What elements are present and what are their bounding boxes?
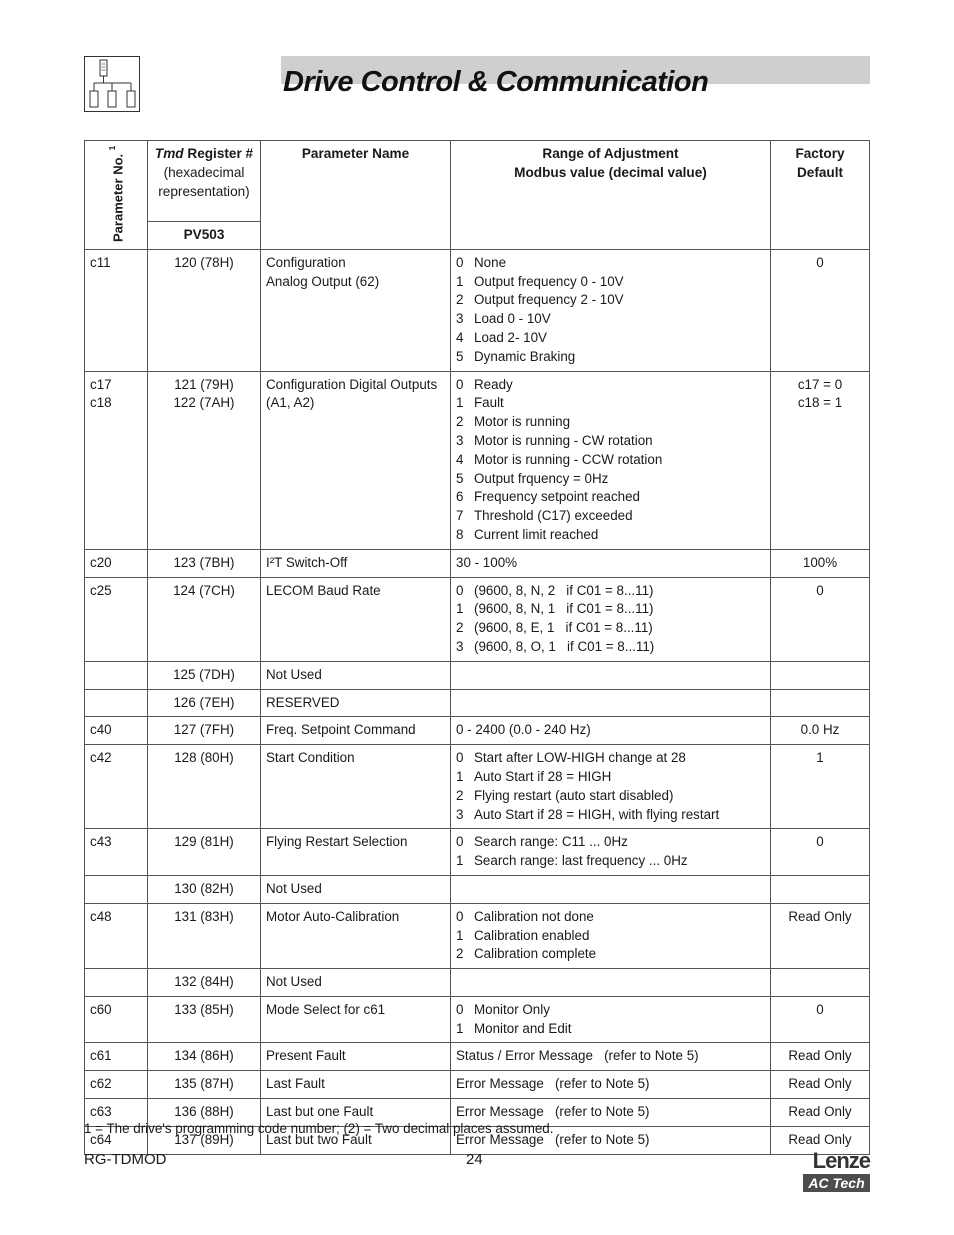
param-no-cell-line: c17 <box>90 376 112 392</box>
range-option-label: Frequency setpoint reached <box>474 489 640 505</box>
table-row <box>85 249 870 371</box>
range-option-label: (9600, 8, O, 1 if C01 = 8...11) <box>474 638 655 654</box>
range-cell-line: Error Message (refer to Note 5) <box>456 1076 650 1092</box>
parameter-name-cell-line: Last but one Fault <box>266 1104 374 1120</box>
range-option <box>456 600 765 619</box>
range-option <box>456 488 765 507</box>
header-range-line2: Modbus value (decimal value) <box>514 164 707 180</box>
range-cell <box>451 577 771 661</box>
header-parameter-name <box>261 141 451 250</box>
section-icon <box>84 56 140 112</box>
header-param-no-label: Parameter No. <box>110 153 126 242</box>
range-option <box>456 376 765 395</box>
parameter-name-cell <box>261 875 451 903</box>
parameter-name-cell <box>261 549 451 577</box>
param-no-cell <box>85 577 148 661</box>
factory-default-cell-line: Read Only <box>788 1104 852 1120</box>
range-option-code: 1 <box>456 853 464 869</box>
parameter-name-cell <box>261 371 451 549</box>
range-option <box>456 291 765 310</box>
range-option-label: Search range: last frequency ... 0Hz <box>474 853 688 869</box>
register-cell <box>148 549 261 577</box>
factory-default-cell <box>771 577 870 661</box>
parameter-name-cell <box>261 745 451 829</box>
param-no-cell-line: c48 <box>90 908 112 924</box>
register-cell-line: 131 (83H) <box>174 908 234 924</box>
table-row <box>85 371 870 549</box>
table-body <box>85 249 870 1154</box>
register-cell-line: 132 (84H) <box>174 974 234 990</box>
range-option <box>456 273 765 292</box>
parameter-name-cell <box>261 249 451 371</box>
header-register-sub: (hexadecimal representation) <box>158 164 250 199</box>
factory-default-cell <box>771 903 870 968</box>
parameter-name-cell-line: Not Used <box>266 666 322 682</box>
param-no-cell <box>85 875 148 903</box>
factory-default-cell-line: 1 <box>816 750 824 766</box>
param-no-cell <box>85 689 148 717</box>
brand-logo <box>803 1150 870 1192</box>
range-cell <box>451 1043 771 1071</box>
register-cell <box>148 249 261 371</box>
param-no-cell <box>85 1071 148 1099</box>
register-cell <box>148 1071 261 1099</box>
range-option-label: Ready <box>474 376 513 392</box>
parameter-name-cell-line: RESERVED <box>266 694 340 710</box>
param-no-cell-line: c64 <box>90 1131 112 1147</box>
range-option-label: Start after LOW-HIGH change at 28 <box>474 750 686 766</box>
range-cell <box>451 717 771 745</box>
register-cell-line: 127 (7FH) <box>173 722 235 738</box>
table-row <box>85 577 870 661</box>
range-cell <box>451 661 771 689</box>
factory-default-cell <box>771 875 870 903</box>
range-option <box>456 451 765 470</box>
range-option-code: 2 <box>456 620 464 636</box>
table-row <box>85 903 870 968</box>
range-option-label: Auto Start if 28 = HIGH <box>474 768 612 784</box>
range-cell-line: 30 - 100% <box>456 554 518 570</box>
register-cell <box>148 875 261 903</box>
parameter-table <box>84 140 870 1155</box>
brand-logo-top: Lenze <box>812 1148 870 1173</box>
header-register-pv503 <box>148 222 261 250</box>
range-option-code: 7 <box>456 508 464 524</box>
parameter-name-cell-line: (A1, A2) <box>266 395 315 411</box>
range-option-code: 5 <box>456 470 464 486</box>
range-cell-line: Status / Error Message (refer to Note 5) <box>456 1048 699 1064</box>
brand-logo-bottom: AC Tech <box>803 1174 870 1192</box>
header-parameter-name-label: Parameter Name <box>301 146 410 161</box>
parameter-name-cell-line: Mode Select for c61 <box>266 1001 386 1017</box>
range-cell <box>451 875 771 903</box>
range-option-code: 0 <box>456 376 464 392</box>
table-row <box>85 875 870 903</box>
param-no-cell-line: c25 <box>90 582 112 598</box>
range-option-label: Auto Start if 28 = HIGH, with flying restart <box>474 806 720 822</box>
page-number: 24 <box>466 1151 483 1168</box>
register-cell <box>148 371 261 549</box>
header-param-no-sup: 1 <box>107 145 117 151</box>
factory-default-cell-line: 0.0 Hz <box>800 722 840 738</box>
register-cell <box>148 969 261 997</box>
param-no-cell-line: c42 <box>90 750 112 766</box>
header-register-pv503-label: PV503 <box>183 227 225 242</box>
range-option-label: Load 2- 10V <box>474 329 547 345</box>
register-cell-line: 136 (88H) <box>174 1104 234 1120</box>
range-option-label: Motor is running <box>474 414 571 430</box>
range-option <box>456 927 765 946</box>
parameter-name-cell-line: LECOM Baud Rate <box>266 582 381 598</box>
header-register-italic: Tmd <box>154 146 184 161</box>
param-no-cell-line: c63 <box>90 1104 112 1120</box>
range-option <box>456 432 765 451</box>
header-range <box>451 141 771 250</box>
range-cell <box>451 829 771 876</box>
range-option <box>456 638 765 657</box>
register-cell-line: 120 (78H) <box>174 254 234 270</box>
range-option <box>456 526 765 545</box>
range-option <box>456 1001 765 1020</box>
range-option-code: 2 <box>456 946 464 962</box>
range-cell <box>451 996 771 1043</box>
range-cell <box>451 903 771 968</box>
register-cell <box>148 1043 261 1071</box>
document-code: RG-TDMOD <box>84 1151 167 1168</box>
param-no-cell-line: c18 <box>90 395 112 411</box>
parameter-name-cell <box>261 996 451 1043</box>
param-no-cell-line: c61 <box>90 1048 112 1064</box>
header-default-line1: Factory <box>795 146 845 161</box>
table-row <box>85 549 870 577</box>
factory-default-cell-line: c18 = 1 <box>797 395 843 411</box>
range-option <box>456 619 765 638</box>
range-option-code: 6 <box>456 489 464 505</box>
register-cell <box>148 745 261 829</box>
range-option-label: Load 0 - 10V <box>474 311 551 327</box>
range-option <box>456 394 765 413</box>
header-range-line1: Range of Adjustment <box>542 146 679 161</box>
factory-default-cell <box>771 745 870 829</box>
factory-default-cell-line: Read Only <box>788 908 852 924</box>
range-option <box>456 852 765 871</box>
factory-default-cell <box>771 1099 870 1127</box>
range-cell <box>451 745 771 829</box>
range-option <box>456 1020 765 1039</box>
range-cell-line: Error Message (refer to Note 5) <box>456 1104 650 1120</box>
range-option-code: 0 <box>456 1001 464 1017</box>
parameter-name-cell-line: Not Used <box>266 880 322 896</box>
register-cell <box>148 661 261 689</box>
factory-default-cell-line: Read Only <box>788 1048 852 1064</box>
parameter-name-cell <box>261 577 451 661</box>
parameter-name-cell-line: Last but two Fault <box>266 1131 372 1147</box>
register-cell-line: 123 (7BH) <box>173 554 235 570</box>
param-no-cell <box>85 996 148 1043</box>
range-option <box>456 310 765 329</box>
range-option-label: Fault <box>474 395 504 411</box>
range-option <box>456 908 765 927</box>
range-option-code: 1 <box>456 601 464 617</box>
range-option-label: Motor is running - CCW rotation <box>474 451 663 467</box>
range-option-label: Search range: C11 ... 0Hz <box>474 834 628 850</box>
header-default <box>771 141 870 250</box>
parameter-name-cell-line: Start Condition <box>266 750 355 766</box>
range-option-code: 0 <box>456 750 464 766</box>
range-option-label: Current limit reached <box>474 526 599 542</box>
parameter-name-cell-line: Freq. Setpoint Command <box>266 722 416 738</box>
parameter-name-cell-line: I²T Switch-Off <box>266 554 348 570</box>
range-option-code: 3 <box>456 806 464 822</box>
factory-default-cell <box>771 717 870 745</box>
factory-default-cell <box>771 1043 870 1071</box>
register-cell <box>148 689 261 717</box>
param-no-cell-line: c62 <box>90 1076 112 1092</box>
range-option-code: 1 <box>456 273 464 289</box>
factory-default-cell <box>771 549 870 577</box>
register-cell-line: 137 (89H) <box>174 1131 234 1147</box>
param-no-cell <box>85 717 148 745</box>
param-no-cell <box>85 829 148 876</box>
parameter-name-cell-line: Last Fault <box>266 1076 325 1092</box>
register-cell <box>148 996 261 1043</box>
factory-default-cell-line: Read Only <box>788 1131 852 1147</box>
header-param-no <box>85 141 148 250</box>
range-option <box>456 768 765 787</box>
range-option-label: (9600, 8, N, 1 if C01 = 8...11) <box>474 601 654 617</box>
param-no-cell <box>85 661 148 689</box>
range-option-label: Flying restart (auto start disabled) <box>474 787 674 803</box>
register-cell-line: 121 (79H) <box>174 376 234 392</box>
parameter-name-cell-line: Flying Restart Selection <box>266 834 408 850</box>
parameter-name-cell <box>261 829 451 876</box>
factory-default-cell <box>771 689 870 717</box>
register-cell-line: 133 (85H) <box>174 1001 234 1017</box>
factory-default-cell-line: c17 = 0 <box>797 376 843 392</box>
range-option-label: Output frquency = 0Hz <box>474 470 609 486</box>
table-row <box>85 661 870 689</box>
register-cell-line: 129 (81H) <box>174 834 234 850</box>
range-option <box>456 833 765 852</box>
range-option-label: Monitor and Edit <box>474 1020 572 1036</box>
range-option <box>456 787 765 806</box>
range-option-code: 3 <box>456 638 464 654</box>
table-row <box>85 829 870 876</box>
range-option-code: 3 <box>456 432 464 448</box>
param-no-cell <box>85 249 148 371</box>
range-option <box>456 348 765 367</box>
register-cell <box>148 577 261 661</box>
range-cell <box>451 969 771 997</box>
parameter-name-cell-line: Not Used <box>266 974 322 990</box>
range-option-label: Calibration enabled <box>474 927 590 943</box>
range-option-label: (9600, 8, E, 1 if C01 = 8...11) <box>474 620 653 636</box>
parameter-name-cell <box>261 969 451 997</box>
range-option-label: Output frequency 0 - 10V <box>474 273 624 289</box>
range-option <box>456 507 765 526</box>
factory-default-cell <box>771 661 870 689</box>
range-option-label: Threshold (C17) exceeded <box>474 508 633 524</box>
range-option-code: 4 <box>456 451 464 467</box>
range-option-label: Output frequency 2 - 10V <box>474 292 624 308</box>
param-no-cell <box>85 969 148 997</box>
range-option-label: Calibration complete <box>474 946 597 962</box>
range-cell <box>451 371 771 549</box>
register-cell-line: 122 (7AH) <box>173 395 235 411</box>
parameter-name-cell <box>261 1043 451 1071</box>
range-option-code: 1 <box>456 395 464 411</box>
range-option <box>456 329 765 348</box>
parameter-name-cell-line: Configuration Digital Outputs <box>266 376 438 392</box>
range-cell <box>451 689 771 717</box>
param-no-cell-line: c60 <box>90 1001 112 1017</box>
range-option-code: 1 <box>456 768 464 784</box>
register-cell-line: 134 (86H) <box>174 1048 234 1064</box>
factory-default-cell <box>771 371 870 549</box>
register-cell <box>148 829 261 876</box>
factory-default-cell <box>771 829 870 876</box>
parameter-name-cell-line: Configuration <box>266 254 346 270</box>
param-no-cell-line: c40 <box>90 722 112 738</box>
drive-network-icon <box>85 57 139 111</box>
table-row <box>85 996 870 1043</box>
range-option-code: 0 <box>456 582 464 598</box>
factory-default-cell-line: 0 <box>816 834 824 850</box>
range-option-code: 0 <box>456 254 464 270</box>
range-option-code: 2 <box>456 787 464 803</box>
param-no-cell-line: c20 <box>90 554 112 570</box>
table-row <box>85 745 870 829</box>
factory-default-cell-line: 100% <box>802 554 838 570</box>
parameter-name-cell-line: Present Fault <box>266 1048 346 1064</box>
register-cell-line: 128 (80H) <box>174 750 234 766</box>
table-row <box>85 969 870 997</box>
param-no-cell <box>85 549 148 577</box>
range-option-code: 2 <box>456 292 464 308</box>
parameter-name-cell <box>261 661 451 689</box>
register-cell-line: 130 (82H) <box>174 880 234 896</box>
range-option <box>456 254 765 273</box>
table-row <box>85 717 870 745</box>
page-title: Drive Control & Communication <box>283 66 709 98</box>
range-option-label: Motor is running - CW rotation <box>474 432 653 448</box>
factory-default-cell-line: 0 <box>816 582 824 598</box>
register-cell <box>148 903 261 968</box>
range-option <box>456 470 765 489</box>
range-option-code: 1 <box>456 1020 464 1036</box>
range-option-label: (9600, 8, N, 2 if C01 = 8...11) <box>474 582 654 598</box>
param-no-cell-line: c43 <box>90 834 112 850</box>
parameter-name-cell-line: Motor Auto-Calibration <box>266 908 400 924</box>
factory-default-cell <box>771 249 870 371</box>
range-option-code: 3 <box>456 311 464 327</box>
header-register-label: Register # <box>183 146 254 161</box>
register-cell-line: 135 (87H) <box>174 1076 234 1092</box>
factory-default-cell-line: 0 <box>816 1001 824 1017</box>
range-option-code: 2 <box>456 414 464 430</box>
range-option-label: Calibration not done <box>474 908 594 924</box>
range-option-code: 8 <box>456 526 464 542</box>
factory-default-cell <box>771 996 870 1043</box>
factory-default-cell-line: Read Only <box>788 1076 852 1092</box>
range-option <box>456 945 765 964</box>
range-option-label: None <box>474 254 507 270</box>
param-no-cell <box>85 1043 148 1071</box>
param-no-cell <box>85 745 148 829</box>
table-row <box>85 1071 870 1099</box>
range-option-label: Monitor Only <box>474 1001 550 1017</box>
range-option <box>456 413 765 432</box>
range-option-code: 5 <box>456 348 464 364</box>
range-option-code: 0 <box>456 834 464 850</box>
register-cell <box>148 717 261 745</box>
range-cell-line: Error Message (refer to Note 5) <box>456 1131 650 1147</box>
register-cell-line: 125 (7DH) <box>173 666 235 682</box>
range-option <box>456 582 765 601</box>
footnote: 1 = The drive's programming code number; (2) = Two decimal places assumed. <box>84 1121 554 1136</box>
range-option-label: Dynamic Braking <box>474 348 576 364</box>
parameter-name-cell <box>261 717 451 745</box>
range-cell-line: 0 - 2400 (0.0 - 240 Hz) <box>456 722 591 738</box>
param-no-cell <box>85 903 148 968</box>
range-cell <box>451 1071 771 1099</box>
header-register <box>148 141 261 222</box>
parameter-name-cell <box>261 1071 451 1099</box>
table-row <box>85 689 870 717</box>
param-no-cell <box>85 371 148 549</box>
parameter-name-cell <box>261 689 451 717</box>
register-cell-line: 124 (7CH) <box>173 582 235 598</box>
register-cell-line: 126 (7EH) <box>173 694 235 710</box>
parameter-name-cell-line: Analog Output (62) <box>266 273 380 289</box>
range-option <box>456 806 765 825</box>
table-row <box>85 1043 870 1071</box>
range-cell <box>451 549 771 577</box>
range-option <box>456 749 765 768</box>
range-cell <box>451 249 771 371</box>
range-option-code: 0 <box>456 908 464 924</box>
header-default-line2: Default <box>796 164 844 180</box>
range-option-code: 4 <box>456 329 464 345</box>
range-option-code: 1 <box>456 927 464 943</box>
factory-default-cell <box>771 969 870 997</box>
factory-default-cell-line: 0 <box>816 254 824 270</box>
parameter-name-cell <box>261 903 451 968</box>
factory-default-cell <box>771 1071 870 1099</box>
param-no-cell-line: c11 <box>90 254 111 270</box>
